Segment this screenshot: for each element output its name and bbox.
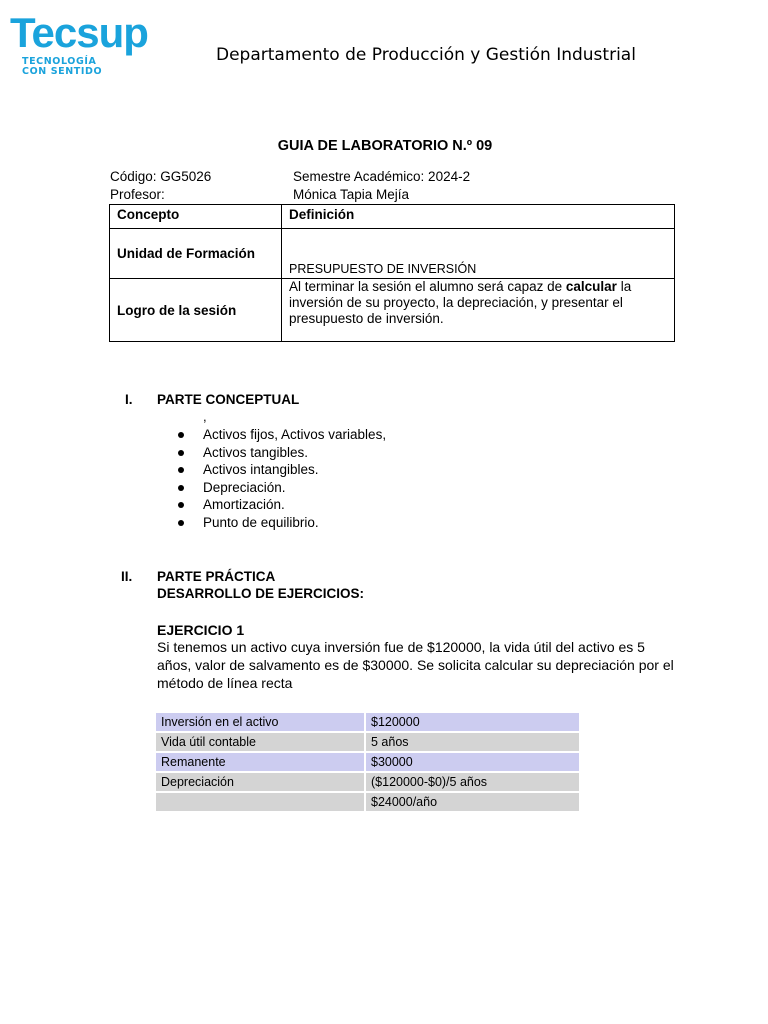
section-2-number: II. (121, 569, 133, 584)
list-item-text: Depreciación. (203, 479, 286, 495)
list-item (176, 461, 386, 479)
professor-name: Mónica Tapia Mejía (293, 187, 410, 202)
logo-tagline-line1: TECNOLOGÍA (22, 56, 97, 67)
row-value: ($120000-$0)/5 años (366, 773, 579, 791)
table-row (156, 793, 579, 811)
guide-title: GUIA DE LABORATORIO N.º 09 (277, 138, 493, 154)
list-item-text: Activos intangibles. (203, 462, 319, 478)
row-value: $24000/año (366, 793, 579, 811)
unidad-label: Unidad de Formación (110, 229, 282, 279)
exercise-1-statement: Si tenemos un activo cuya inversión fue de $120000, la vida útil del activo es 5 años, valor de salvamento es de $30000. Se solicita calcular su depreciación por el método de línea recta (157, 639, 674, 691)
definicion-header: Definición (282, 205, 675, 229)
session-info-table (109, 204, 675, 342)
table-row (110, 279, 675, 342)
table-row (156, 753, 579, 771)
list-item (176, 514, 386, 532)
bullet-icon (178, 520, 184, 526)
list-item (176, 496, 386, 514)
row-label: Remanente (156, 753, 366, 771)
row-value: $30000 (366, 753, 579, 771)
logro-text-bold: calcular (565, 279, 617, 294)
concept-list (176, 426, 386, 532)
list-item-text: Amortización. (203, 497, 285, 513)
list-item-text: Activos fijos, Activos variables, (203, 427, 387, 442)
table-row (156, 733, 579, 751)
section-2-subtitle: DESARROLLO DE EJERCICIOS: (157, 586, 365, 601)
academic-semester: Semestre Académico: 2024-2 (293, 169, 471, 184)
logo-tagline-line2: CON SENTIDO (22, 66, 103, 77)
bullet-icon (178, 432, 184, 438)
logro-label: Logro de la sesión (110, 279, 282, 342)
row-label: Vida útil contable (156, 733, 366, 751)
depreciation-table (156, 711, 579, 813)
tecsup-logo (8, 9, 190, 77)
bullet-icon (178, 502, 184, 508)
course-code: Código: GG5026 (110, 169, 212, 184)
stray-comma: , (203, 409, 207, 424)
table-header-row (110, 205, 675, 229)
department-title: Departamento de Producción y Gestión Industrial (216, 45, 636, 65)
row-value: 5 años (366, 733, 579, 751)
row-value: $120000 (366, 713, 579, 731)
logro-text (282, 279, 675, 342)
section-1-number: I. (125, 392, 133, 407)
list-item (176, 479, 386, 497)
concepto-header: Concepto (110, 205, 282, 229)
logro-text-part1: Al terminar la sesión el alumno será capaz de (289, 279, 566, 294)
table-row (156, 713, 579, 731)
logro-text-part2: la inversión de su proyecto, la depreciación, y presentar el presupuesto de inversión. (289, 279, 632, 326)
unidad-value: PRESUPUESTO DE INVERSIÓN (282, 229, 675, 279)
row-label (156, 793, 366, 811)
section-1-title: PARTE CONCEPTUAL (157, 392, 300, 407)
bullet-icon (178, 485, 184, 491)
professor-label: Profesor: (110, 187, 165, 202)
list-item (176, 444, 386, 462)
list-item-text: Activos tangibles. (203, 444, 309, 460)
list-item-text: Punto de equilibrio. (203, 514, 319, 530)
logo-wordmark: Tecsup (10, 9, 148, 56)
exercise-1-title: EJERCICIO 1 (157, 622, 245, 638)
list-item (176, 426, 386, 444)
row-label: Inversión en el activo (156, 713, 366, 731)
bullet-icon (178, 467, 184, 473)
table-row (156, 773, 579, 791)
table-row (110, 229, 675, 279)
row-label: Depreciación (156, 773, 366, 791)
section-2-title: PARTE PRÁCTICA (157, 569, 276, 584)
bullet-icon (178, 450, 184, 456)
